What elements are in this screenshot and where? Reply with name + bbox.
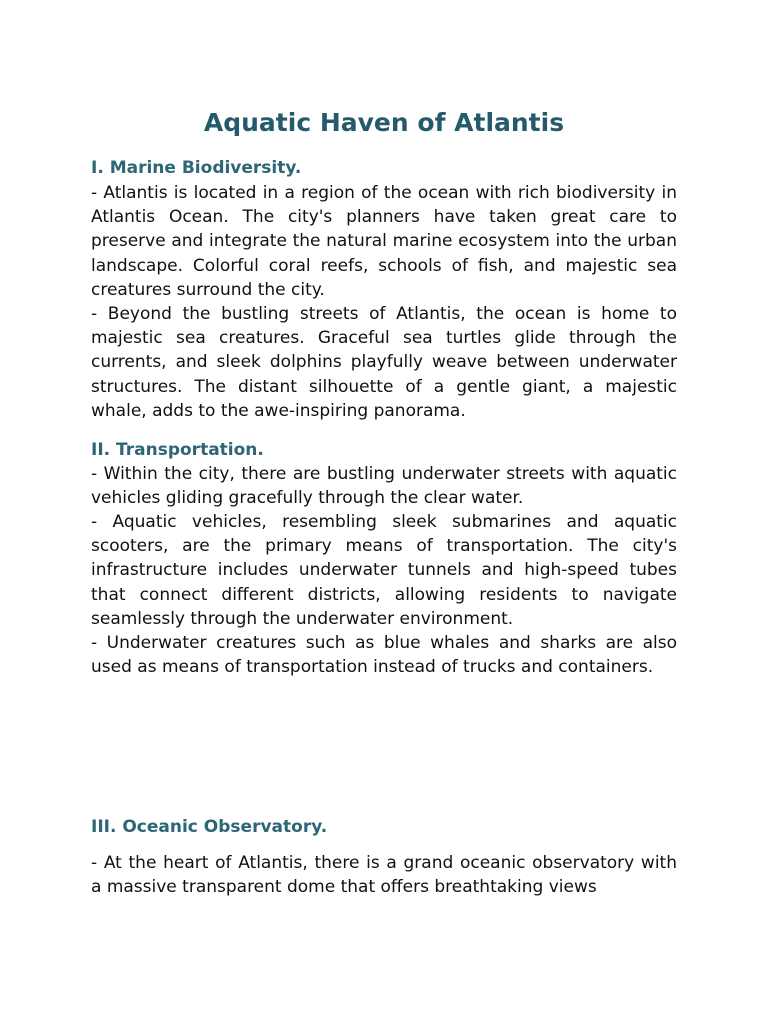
paragraph-oceanic-observatory-1: - At the heart of Atlantis, there is a grand oceanic observatory with a massive transparent dome that offers breathtaking views — [91, 853, 677, 898]
section-heading-transportation: II. Transportation. — [91, 440, 264, 460]
paragraph-transportation-1: - Within the city, there are bustling underwater streets with aquatic vehicles gliding gracefully through the clear water. — [91, 464, 677, 509]
section-heading-oceanic-observatory: III. Oceanic Observatory. — [91, 817, 328, 837]
paragraph-marine-biodiversity-1: - Atlantis is located in a region of the ocean with rich biodiversity in Atlantis Ocean. The city's planners have taken great care to preserve and integrate the natural marine ecosystem into the urban landscape. Colorful coral reefs, schools of fish, and majestic sea creatures surround the city. — [91, 183, 677, 300]
paragraph-transportation-3: - Underwater creatures such as blue whales and sharks are also used as means of transportation instead of trucks and containers. — [91, 633, 677, 678]
section-heading-marine-biodiversity: I. Marine Biodiversity. — [91, 158, 302, 178]
paragraph-marine-biodiversity-2: - Beyond the bustling streets of Atlantis, the ocean is home to majestic sea creatures. Graceful sea turtles glide through the currents, and sleek dolphins playfully weave between underwater structures. The distant silhouette of a gentle giant, a majestic whale, adds to the awe-inspiring panorama. — [91, 304, 677, 421]
paragraph-transportation-2: - Aquatic vehicles, resembling sleek submarines and aquatic scooters, are the primary means of transportation. The city's infrastructure includes underwater tunnels and high-speed tubes that connect different districts, allowing residents to navigate seamlessly through the underwater environment. — [91, 512, 677, 629]
document-title: Aquatic Haven of Atlantis — [203, 108, 565, 137]
